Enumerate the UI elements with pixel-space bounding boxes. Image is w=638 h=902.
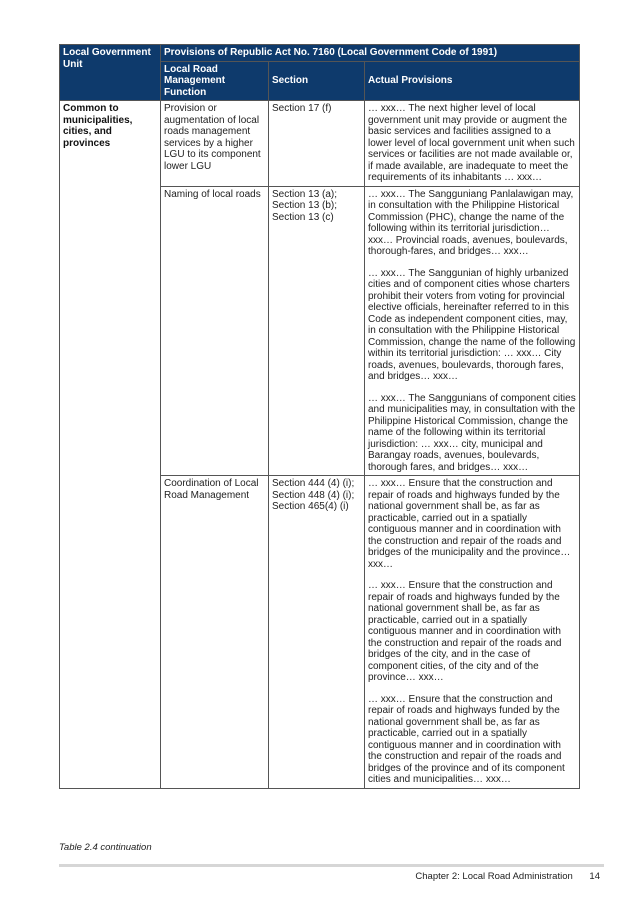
header-actual-provisions: Actual Provisions — [365, 61, 580, 101]
provisions-cell — [365, 186, 580, 476]
page-number: 14 — [589, 871, 600, 882]
header-function: Local Road Management Function — [161, 61, 269, 101]
provision-paragraph: … xxx… The next higher level of local government unit may provide or augment the basic services and facilities assigned to a lower level of local government unit when such services or facilities are not made available or, if made available, are inadequate to meet the requirements of its inhabitants … xxx… — [368, 103, 575, 183]
unit-cell: Common to municipalities, cities, and provinces — [60, 101, 161, 789]
footer-rule — [59, 864, 604, 867]
header-local-government-unit: Local Government Unit — [60, 45, 161, 101]
provision-paragraph: … xxx… The Sangguniang Panlalawigan may, in consultation with the Philippine Historical Commission (PHC), change the name of the following within its territorial jurisdiction… xxx… Provincial roads, avenues, boulevards, thorough-fares, and bridges… xxx… — [368, 188, 574, 257]
table-caption: Table 2.4 continuation — [59, 842, 152, 853]
function-cell: Coordination of Local Road Management — [161, 476, 269, 789]
table-row — [60, 101, 580, 187]
header-table-title: Provisions of Republic Act No. 7160 (Local Government Code of 1991) — [161, 45, 580, 62]
provision-paragraph: … xxx… Ensure that the construction and repair of roads and highways funded by the national government shall be, as far as practicable, carried out in a spatially contiguous manner and in coordination with the construction and repair of the roads and bridges of the city, and in the case of component cities, of the city and of the province… xxx… — [368, 580, 562, 683]
function-cell: Naming of local roads — [161, 186, 269, 476]
provisions-cell — [365, 476, 580, 789]
section-cell: Section 17 (f) — [269, 101, 365, 187]
section-cell: Section 13 (a); Section 13 (b); Section 13 (c) — [269, 186, 365, 476]
provision-paragraph: … xxx… Ensure that the construction and repair of roads and highways funded by the national government shall be, as far as practicable, carried out in a spatially contiguous manner and in coordination with the construction and repair of the roads and bridges of the municipality and the province… xxx… — [368, 478, 571, 570]
provision-paragraph: … xxx… Ensure that the construction and repair of roads and highways funded by the national government shall be, as far as practicable, carried out in a spatially contiguous manner and in coordination with the construction and repair of the roads and bridges of the province and of its component cities and municipalities… xxx… — [368, 693, 565, 785]
function-cell: Provision or augmentation of local roads management services by a higher LGU to its component lower LGU — [161, 101, 269, 187]
page-footer — [415, 871, 600, 882]
provisions-table — [59, 44, 580, 789]
provisions-cell — [365, 101, 580, 187]
header-section: Section — [269, 61, 365, 101]
provision-paragraph: … xxx… The Sanggunian of highly urbanized cities and of component cities whose charters prohibit their voters from voting for provincial elective officials, hereinafter referred to in this Code as independent component cities, may, in consultation with the Philippine Historical Commission, change the name of the following within its territorial jurisdiction: … xxx… City roads, avenues, boulevards, thorough fares, and bridges… xxx… — [368, 267, 576, 382]
footer-chapter-title: Chapter 2: Local Road Administration — [415, 871, 573, 882]
provision-paragraph: … xxx… The Sanggunians of component cities and municipalities may, in consultation with the Philippine Historical Commission, change the name of the following within its territorial jurisdiction: … xxx… city, municipal and Barangay roads, avenues, boulevards, thorough fares, and bridges… xxx… — [368, 392, 576, 473]
section-cell: Section 444 (4) (i); Section 448 (4) (i); Section 465(4) (i) — [269, 476, 365, 789]
